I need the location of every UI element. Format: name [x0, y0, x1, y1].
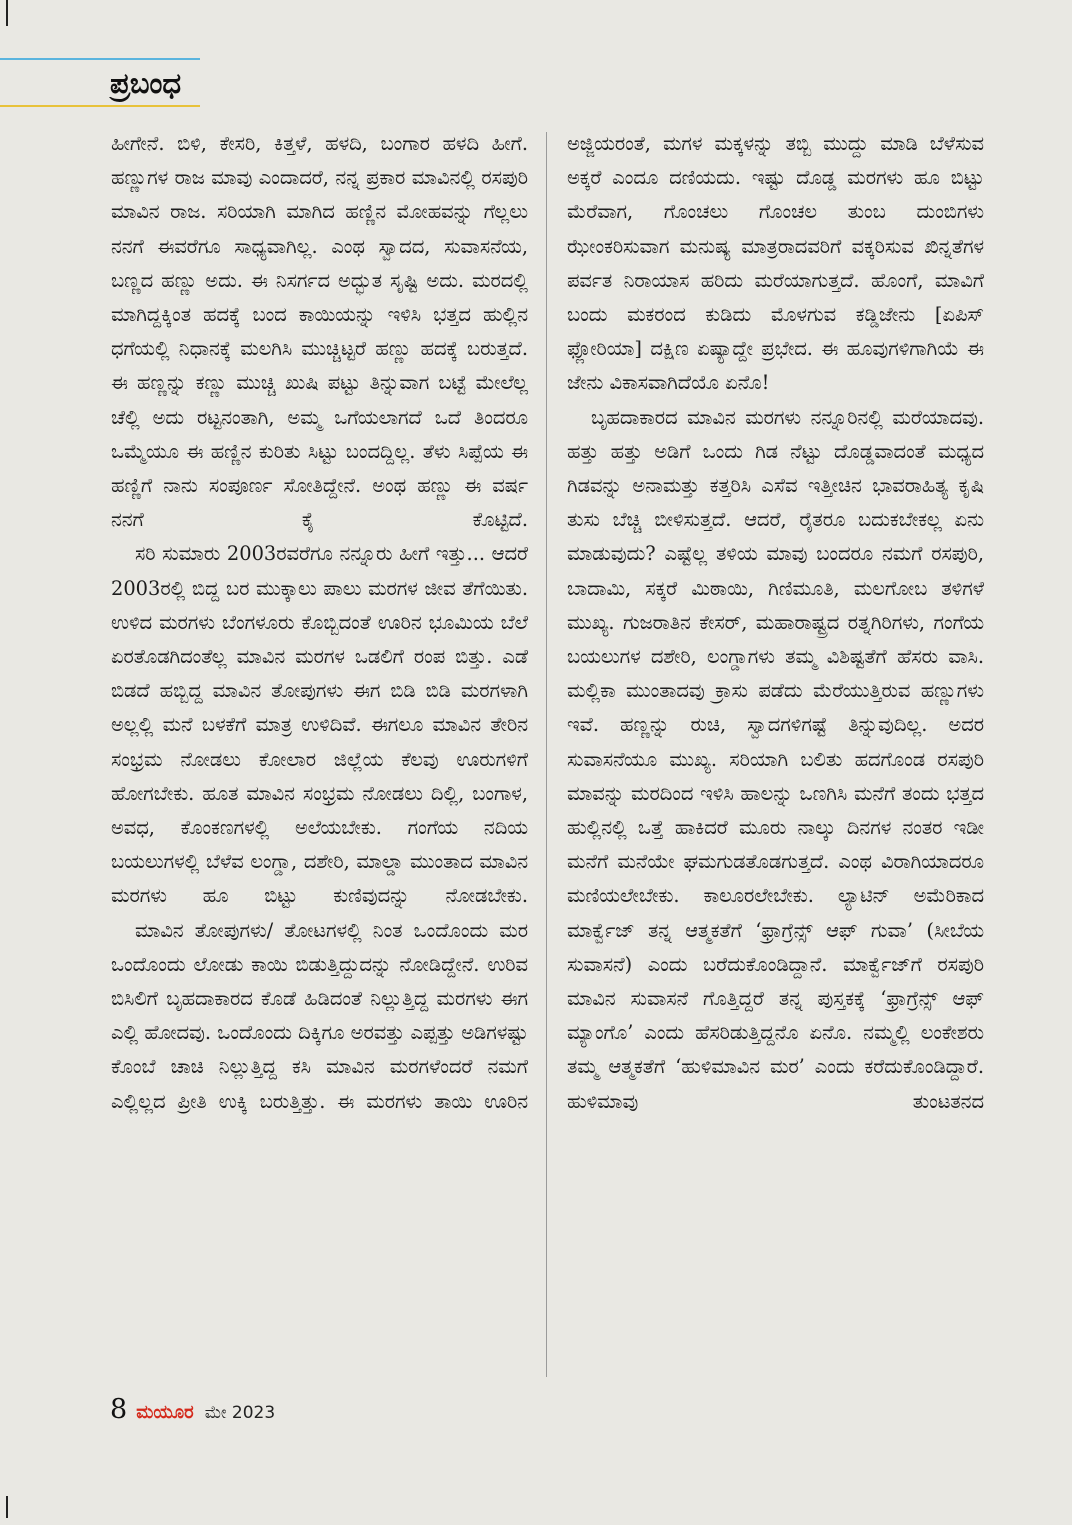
- paragraph: ಅಜ್ಜಿಯರಂತೆ, ಮಗಳ ಮಕ್ಕಳನ್ನು ತಬ್ಬಿ ಮುದ್ದು ಮಾಡಿ ಬೆಳೆಸುವ ಅಕ್ಕರೆ ಎಂದೂ ದಣಿಯದು. ಇಷ್ಟು ದೊಡ್ಡ ಮರಗಳು ಹೂ ಬಿಟ್ಟು ಮೆರೆವಾಗ, ಗೊಂಚಲು ಗೊಂಚಲ ತುಂಬ ದುಂಬಿಗಳು ಝೇಂಕರಿಸುವಾಗ ಮನುಷ್ಯ ಮಾತ್ರರಾದವರಿಗೆ ವಕ್ಕರಿಸುವ ಖಿನ್ನತೆಗಳ ಪರ್ವತ ನಿರಾಯಾಸ ಹರಿದು ಮರೆಯಾಗುತ್ತದೆ. ಹೊಂಗೆ, ಮಾವಿಗೆ ಬಂದು ಮಕರಂದ ಕುಡಿದು ಮೊಳಗುವ ಕಡ್ಡಿಜೇನು [ಏಪಿಸ್ ಫ್ಲೋರಿಯಾ] ದಕ್ಷಿಣ ಏಷ್ಯಾದ್ದೇ ಪ್ರಭೇದ. ಈ ಹೂವುಗಳಿಗಾಗಿಯೆ ಈ ಜೇನು ವಿಕಾಸವಾಗಿದೆಯೊ ಏನೊ!: [567, 132, 984, 395]
- crop-mark-bottom: [6, 1496, 8, 1518]
- right-column: [567, 127, 984, 1119]
- issue-date: ಮೇ 2023: [204, 1403, 276, 1423]
- magazine-name: ಮಯೂರ: [136, 1402, 194, 1423]
- header-rule-top: [0, 58, 200, 60]
- page-number: 8: [110, 1394, 128, 1425]
- paragraph: ಸರಿ ಸುಮಾರು 2003ರವರೆಗೂ ನನ್ನೂರು ಹೀಗೆ ಇತ್ತು... ಆದರೆ 2003ರಲ್ಲಿ ಬಿದ್ದ ಬರ ಮುಕ್ಕಾಲು ಪಾಲು ಮರಗಳ ಜೀವ ತೆಗೆಯಿತು. ಉಳಿದ ಮರಗಳು ಬೆಂಗಳೂರು ಕೊಬ್ಬಿದಂತೆ ಊರಿನ ಭೂಮಿಯ ಬೆಲೆ ಏರತೊಡಗಿದಂತೆಲ್ಲ ಮಾವಿನ ಮರಗಳ ಒಡಲಿಗೆ ರಂಪ ಬಿತ್ತು. ಎಡೆ ಬಿಡದೆ ಹಬ್ಬಿದ್ದ ಮಾವಿನ ತೋಪುಗಳು ಈಗ ಬಿಡಿ ಬಿಡಿ ಮರಗಳಾಗಿ ಅಲ್ಲಲ್ಲಿ ಮನೆ ಬಳಕೆಗೆ ಮಾತ್ರ ಉಳಿದಿವೆ. ಈಗಲೂ ಮಾವಿನ ತೇರಿನ ಸಂಭ್ರಮ ನೋಡಲು ಕೋಲಾರ ಜಿಲ್ಲೆಯ ಕೆಲವು ಊರುಗಳಿಗೆ ಹೋಗಬೇಕು. ಹೂತ ಮಾವಿನ ಸಂಭ್ರಮ ನೋಡಲು ದಿಲ್ಲಿ, ಬಂಗಾಳ, ಅವಧ, ಕೊಂಕಣಗಳಲ್ಲಿ ಅಲೆಯಬೇಕು. ಗಂಗೆಯ ನದಿಯ ಬಯಲುಗಳಲ್ಲಿ ಬೆಳೆವ ಲಂಗ್ಡಾ, ದಶೇರಿ, ಮಾಲ್ಡಾ ಮುಂತಾದ ಮಾವಿನ ಮರಗಳು ಹೂ ಬಿಟ್ಟು ಕುಣಿವುದನ್ನು ನೋಡಬೇಕು.: [111, 542, 528, 908]
- paragraph: ಮಾವಿನ ತೋಪುಗಳು/ ತೋಟಗಳಲ್ಲಿ ನಿಂತ ಒಂದೊಂದು ಮರ ಒಂದೊಂದು ಲೋಡು ಕಾಯಿ ಬಿಡುತ್ತಿದ್ದುದನ್ನು ನೋಡಿದ್ದೇನೆ. ಉರಿವ ಬಿಸಿಲಿಗೆ ಬೃಹದಾಕಾರದ ಕೊಡೆ ಹಿಡಿದಂತೆ ನಿಲ್ಲುತ್ತಿದ್ದ ಮರಗಳು ಈಗ ಎಲ್ಲಿ ಹೋದವು. ಒಂದೊಂದು ದಿಕ್ಕಿಗೂ ಅರವತ್ತು ಎಪ್ಪತ್ತು ಅಡಿಗಳಷ್ಟು ಕೊಂಬೆ ಚಾಚಿ ನಿಲ್ಲುತ್ತಿದ್ದ ಕಸಿ ಮಾವಿನ ಮರಗಳೆಂದರೆ ನಮಗೆ ಎಲ್ಲಿಲ್ಲದ ಪ್ರೀತಿ ಉಕ್ಕಿ ಬರುತ್ತಿತ್ತು. ಈ ಮರಗಳು ತಾಯಿ ಊರಿನ: [111, 918, 528, 1113]
- section-title: ಪ್ರಬಂಧ: [110, 66, 182, 100]
- paragraph: ಹೀಗೇನೆ. ಬಿಳಿ, ಕೇಸರಿ, ಕಿತ್ತಳೆ, ಹಳದಿ, ಬಂಗಾರ ಹಳದಿ ಹೀಗೆ. ಹಣ್ಣುಗಳ ರಾಜ ಮಾವು ಎಂದಾದರೆ, ನನ್ನ ಪ್ರಕಾರ ಮಾವಿನಲ್ಲಿ ರಸಪುರಿ ಮಾವಿನ ರಾಜ. ಸರಿಯಾಗಿ ಮಾಗಿದ ಹಣ್ಣಿನ ಮೋಹವನ್ನು ಗೆಲ್ಲಲು ನನಗೆ ಈವರೆಗೂ ಸಾಧ್ಯವಾಗಿಲ್ಲ. ಎಂಥ ಸ್ವಾದದ, ಸುವಾಸನೆಯ, ಬಣ್ಣದ ಹಣ್ಣು ಅದು. ಈ ನಿಸರ್ಗದ ಅದ್ಭುತ ಸೃಷ್ಟಿ ಅದು. ಮರದಲ್ಲಿ ಮಾಗಿದ್ದಕ್ಕಿಂತ ಹದಕ್ಕೆ ಬಂದ ಕಾಯಿಯನ್ನು ಇಳಿಸಿ ಭತ್ತದ ಹುಲ್ಲಿನ ಧಗೆಯಲ್ಲಿ ನಿಧಾನಕ್ಕೆ ಮಲಗಿಸಿ ಮುಚ್ಚಿಟ್ಟರೆ ಹಣ್ಣು ಹದಕ್ಕೆ ಬರುತ್ತದೆ. ಈ ಹಣ್ಣನ್ನು ಕಣ್ಣು ಮುಚ್ಚಿ ಖುಷಿ ಪಟ್ಟು ತಿನ್ನುವಾಗ ಬಟ್ಟೆ ಮೇಲೆಲ್ಲ ಚೆಲ್ಲಿ ಅದು ರಟ್ಟನಂತಾಗಿ, ಅಮ್ಮ ಒಗೆಯಲಾಗದೆ ಒದೆ ತಿಂದರೂ ಒಮ್ಮೆಯೂ ಈ ಹಣ್ಣಿನ ಕುರಿತು ಸಿಟ್ಟು ಬಂದದ್ದಿಲ್ಲ. ತೆಳು ಸಿಪ್ಪೆಯ ಈ ಹಣ್ಣಿಗೆ ನಾನು ಸಂಪೂರ್ಣ ಸೋತಿದ್ದೇನೆ. ಅಂಥ ಹಣ್ಣು ಈ ವರ್ಷ ನನಗೆ ಕೈ ಕೊಟ್ಟಿದೆ.: [111, 132, 528, 532]
- section-header: [0, 58, 200, 110]
- page-footer: [110, 1394, 275, 1425]
- paragraph: ಬೃಹದಾಕಾರದ ಮಾವಿನ ಮರಗಳು ನನ್ನೂರಿನಲ್ಲಿ ಮರೆಯಾದವು. ಹತ್ತು ಹತ್ತು ಅಡಿಗೆ ಒಂದು ಗಿಡ ನೆಟ್ಟು ದೊಡ್ಡವಾದಂತೆ ಮಧ್ಯದ ಗಿಡವನ್ನು ಅನಾಮತ್ತು ಕತ್ತರಿಸಿ ಎಸೆವ ಇತ್ತೀಚಿನ ಭಾವರಾಹಿತ್ಯ ಕೃಷಿ ತುಸು ಬೆಚ್ಚಿ ಬೀಳಿಸುತ್ತದೆ. ಆದರೆ, ರೈತರೂ ಬದುಕಬೇಕಲ್ಲ ಏನು ಮಾಡುವುದು? ಎಷ್ಟೆಲ್ಲ ತಳಿಯ ಮಾವು ಬಂದರೂ ನಮಗೆ ರಸಪುರಿ, ಬಾದಾಮಿ, ಸಕ್ಕರೆ ಮಿಠಾಯಿ, ಗಿಣಿಮೂತಿ, ಮಲಗೋಬ ತಳಿಗಳೆ ಮುಖ್ಯ. ಗುಜರಾತಿನ ಕೇಸರ್, ಮಹಾರಾಷ್ಟ್ರದ ರತ್ನಗಿರಿಗಳು, ಗಂಗೆಯ ಬಯಲುಗಳ ದಶೇರಿ, ಲಂಗ್ಡಾಗಳು ತಮ್ಮ ವಿಶಿಷ್ಟತೆಗೆ ಹೆಸರು ವಾಸಿ. ಮಲ್ಲಿಕಾ ಮುಂತಾದವು ಕ್ರಾಸು ಪಡೆದು ಮೆರೆಯುತ್ತಿರುವ ಹಣ್ಣುಗಳು ಇವೆ. ಹಣ್ಣನ್ನು ರುಚಿ, ಸ್ವಾದಗಳಿಗಷ್ಟೆ ತಿನ್ನುವುದಿಲ್ಲ. ಅದರ ಸುವಾಸನೆಯೂ ಮುಖ್ಯ. ಸರಿಯಾಗಿ ಬಲಿತು ಹದಗೊಂಡ ರಸಪುರಿ ಮಾವನ್ನು ಮರದಿಂದ ಇಳಿಸಿ ಹಾಲನ್ನು ಒಣಗಿಸಿ ಮನೆಗೆ ತಂದು ಭತ್ತದ ಹುಲ್ಲಿನಲ್ಲಿ ಒತ್ತೆ ಹಾಕಿದರೆ ಮೂರು ನಾಲ್ಕು ದಿನಗಳ ನಂತರ ಇಡೀ ಮನೆಗೆ ಮನೆಯೇ ಘಮಗುಡತೊಡಗುತ್ತದೆ. ಎಂಥ ವಿರಾಗಿಯಾದರೂ ಮಣಿಯಲೇಬೇಕು. ಕಾಲೂರಲೇಬೇಕು. ಲ್ಯಾಟಿನ್ ಅಮೆರಿಕಾದ ಮಾರ್ಕ್ವೆಜ್ ತನ್ನ ಆತ್ಮಕತೆಗೆ ‘ಫ್ರಾಗ್ರೆನ್ಸ್ ಆಫ್ ಗುವಾ’ (ಸೀಬೆಯ ಸುವಾಸನೆ) ಎಂದು ಬರೆದುಕೊಂಡಿದ್ದಾನೆ. ಮಾರ್ಕ್ವೆಜ್‌ಗೆ ರಸಪುರಿ ಮಾವಿನ ಸುವಾಸನೆ ಗೊತ್ತಿದ್ದರೆ ತನ್ನ ಪುಸ್ತಕಕ್ಕೆ ‘ಫ್ರಾಗ್ರೆನ್ಸ್ ಆಫ್ ಮ್ಯಾಂಗೊ’ ಎಂದು ಹೆಸರಿಡುತ್ತಿದ್ದನೊ ಏನೊ. ನಮ್ಮಲ್ಲಿ ಲಂಕೇಶರು ತಮ್ಮ ಆತ್ಮಕತೆಗೆ ‘ಹುಳಿಮಾವಿನ ಮರ’ ಎಂದು ಕರೆದುಕೊಂಡಿದ್ದಾರೆ. ಹುಳಿಮಾವು ತುಂಟತನದ: [567, 405, 984, 1113]
- crop-mark-top: [6, 0, 8, 26]
- left-column: [111, 127, 528, 1119]
- column-divider: [546, 132, 547, 1377]
- header-rule-bottom: [0, 105, 200, 107]
